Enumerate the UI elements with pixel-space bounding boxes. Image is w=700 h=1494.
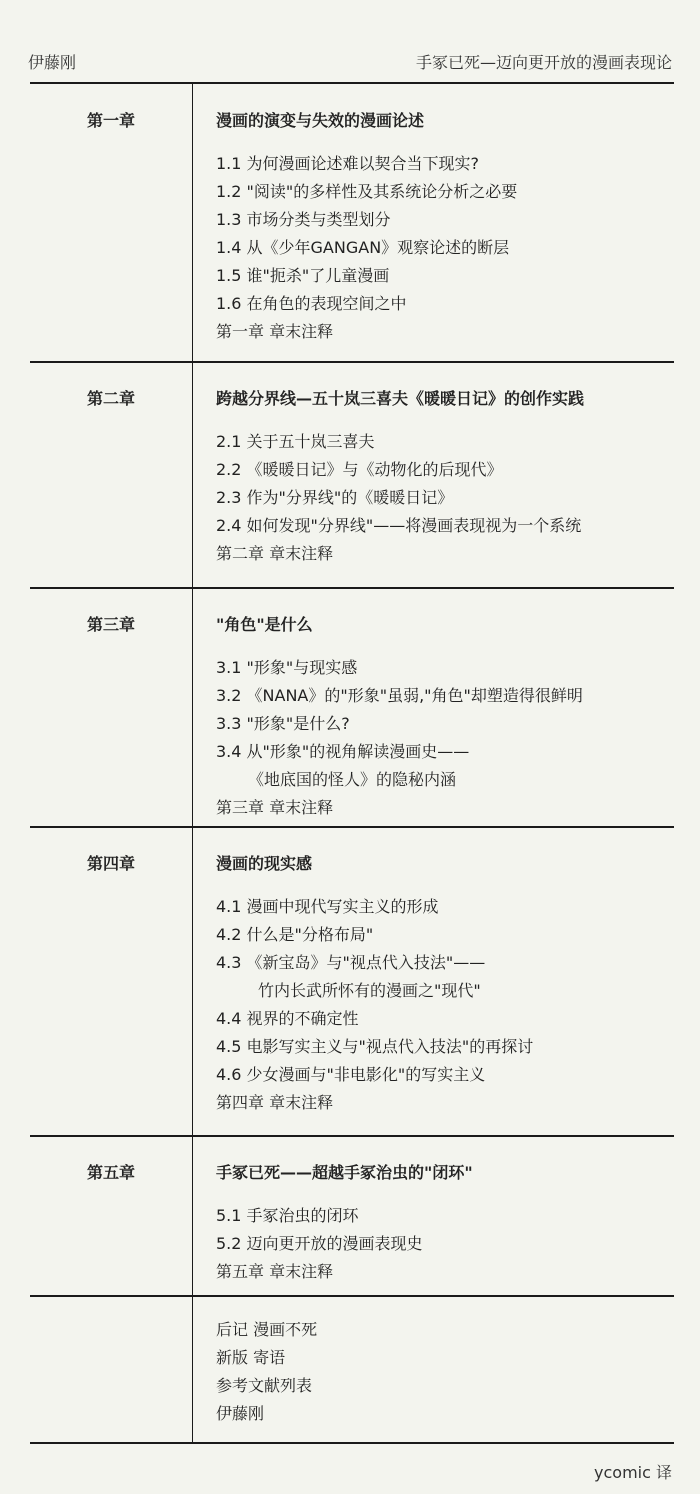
bottom-rule — [30, 1442, 674, 1444]
toc-item: 3.1 "形象"与现实感 — [216, 658, 358, 677]
chapter-label: 第二章 — [86, 389, 135, 408]
chapter-items — [216, 150, 517, 346]
toc-item: 1.2 "阅读"的多样性及其系统论分析之必要 — [216, 182, 518, 201]
toc-item: 1.4 从《少年GANGAN》观察论述的断层 — [216, 238, 510, 257]
section-rule — [30, 361, 674, 363]
chapter-title: 漫画的演变与失效的漫画论述 — [216, 111, 425, 130]
page-header — [28, 50, 672, 74]
toc-item: 1.6 在角色的表现空间之中 — [216, 294, 407, 313]
translator-credit: ycomic 译 — [594, 1463, 672, 1482]
toc-item: 1.3 市场分类与类型划分 — [216, 210, 391, 229]
toc-item: 伊藤刚 — [216, 1404, 265, 1423]
toc-item: 3.4 从"形象"的视角解读漫画史—— — [216, 742, 470, 761]
section-rule — [30, 1295, 674, 1297]
toc-item: 5.1 手冢治虫的闭环 — [216, 1206, 359, 1225]
toc-item-continuation: 竹内长武所怀有的漫画之"现代" — [258, 981, 481, 1000]
toc-item: 第一章 章末注释 — [216, 322, 334, 341]
toc-item: 第四章 章末注释 — [216, 1093, 334, 1112]
toc-item: 4.5 电影写实主义与"视点代入技法"的再探讨 — [216, 1037, 534, 1056]
toc-item: 4.2 什么是"分格布局" — [216, 925, 374, 944]
chapter-label: 第一章 — [86, 111, 135, 130]
chapter-items — [216, 654, 583, 822]
toc-item: 2.4 如何发现"分界线"——将漫画表现视为一个系统 — [216, 516, 582, 535]
toc-item: 4.4 视界的不确定性 — [216, 1009, 359, 1028]
toc-item: 第三章 章末注释 — [216, 798, 334, 817]
chapter-title: 漫画的现实感 — [216, 854, 313, 873]
toc-item: 2.3 作为"分界线"的《暖暖日记》 — [216, 488, 454, 507]
book-title: 手冢已死—迈向更开放的漫画表现论 — [415, 53, 672, 72]
chapter-items — [216, 428, 581, 568]
toc-item: 第五章 章末注释 — [216, 1262, 334, 1281]
toc-item: 5.2 迈向更开放的漫画表现史 — [216, 1234, 423, 1253]
chapter-label: 第三章 — [86, 615, 135, 634]
toc-item: 2.1 关于五十岚三喜夫 — [216, 432, 375, 451]
toc-item: 3.3 "形象"是什么? — [216, 714, 350, 733]
top-rule — [30, 82, 674, 84]
toc-item: 新版 寄语 — [216, 1348, 286, 1367]
chapter-title: 手冢已死——超越手冢治虫的"闭环" — [216, 1163, 473, 1182]
toc-item: 4.6 少女漫画与"非电影化"的写实主义 — [216, 1065, 486, 1084]
chapter-items — [216, 893, 533, 1117]
section-rule — [30, 826, 674, 828]
toc-item: 4.3 《新宝岛》与"视点代入技法"—— — [216, 953, 486, 972]
section-rule — [30, 1135, 674, 1137]
toc-item: 1.1 为何漫画论述难以契合当下现实? — [216, 154, 480, 173]
toc-item: 1.5 谁"扼杀"了儿童漫画 — [216, 266, 390, 285]
section-rule — [30, 587, 674, 589]
appendix-items — [216, 1316, 317, 1428]
toc-item: 参考文献列表 — [216, 1376, 313, 1395]
toc-item: 4.1 漫画中现代写实主义的形成 — [216, 897, 439, 916]
toc-item: 2.2 《暖暖日记》与《动物化的后现代》 — [216, 460, 503, 479]
chapter-label: 第四章 — [86, 854, 135, 873]
chapter-items — [216, 1202, 423, 1286]
toc-item: 后记 漫画不死 — [216, 1320, 318, 1339]
chapter-title: "角色"是什么 — [216, 615, 313, 634]
toc-item: 第二章 章末注释 — [216, 544, 334, 563]
chapter-label: 第五章 — [86, 1163, 135, 1182]
chapter-title: 跨越分界线—五十岚三喜夫《暖暖日记》的创作实践 — [216, 389, 585, 408]
column-divider — [192, 83, 193, 1443]
toc-item-continuation: 《地底国的怪人》的隐秘内涵 — [248, 770, 457, 789]
author-name: 伊藤刚 — [28, 53, 77, 72]
toc-item: 3.2 《NANA》的"形象"虽弱,"角色"却塑造得很鲜明 — [216, 686, 583, 705]
